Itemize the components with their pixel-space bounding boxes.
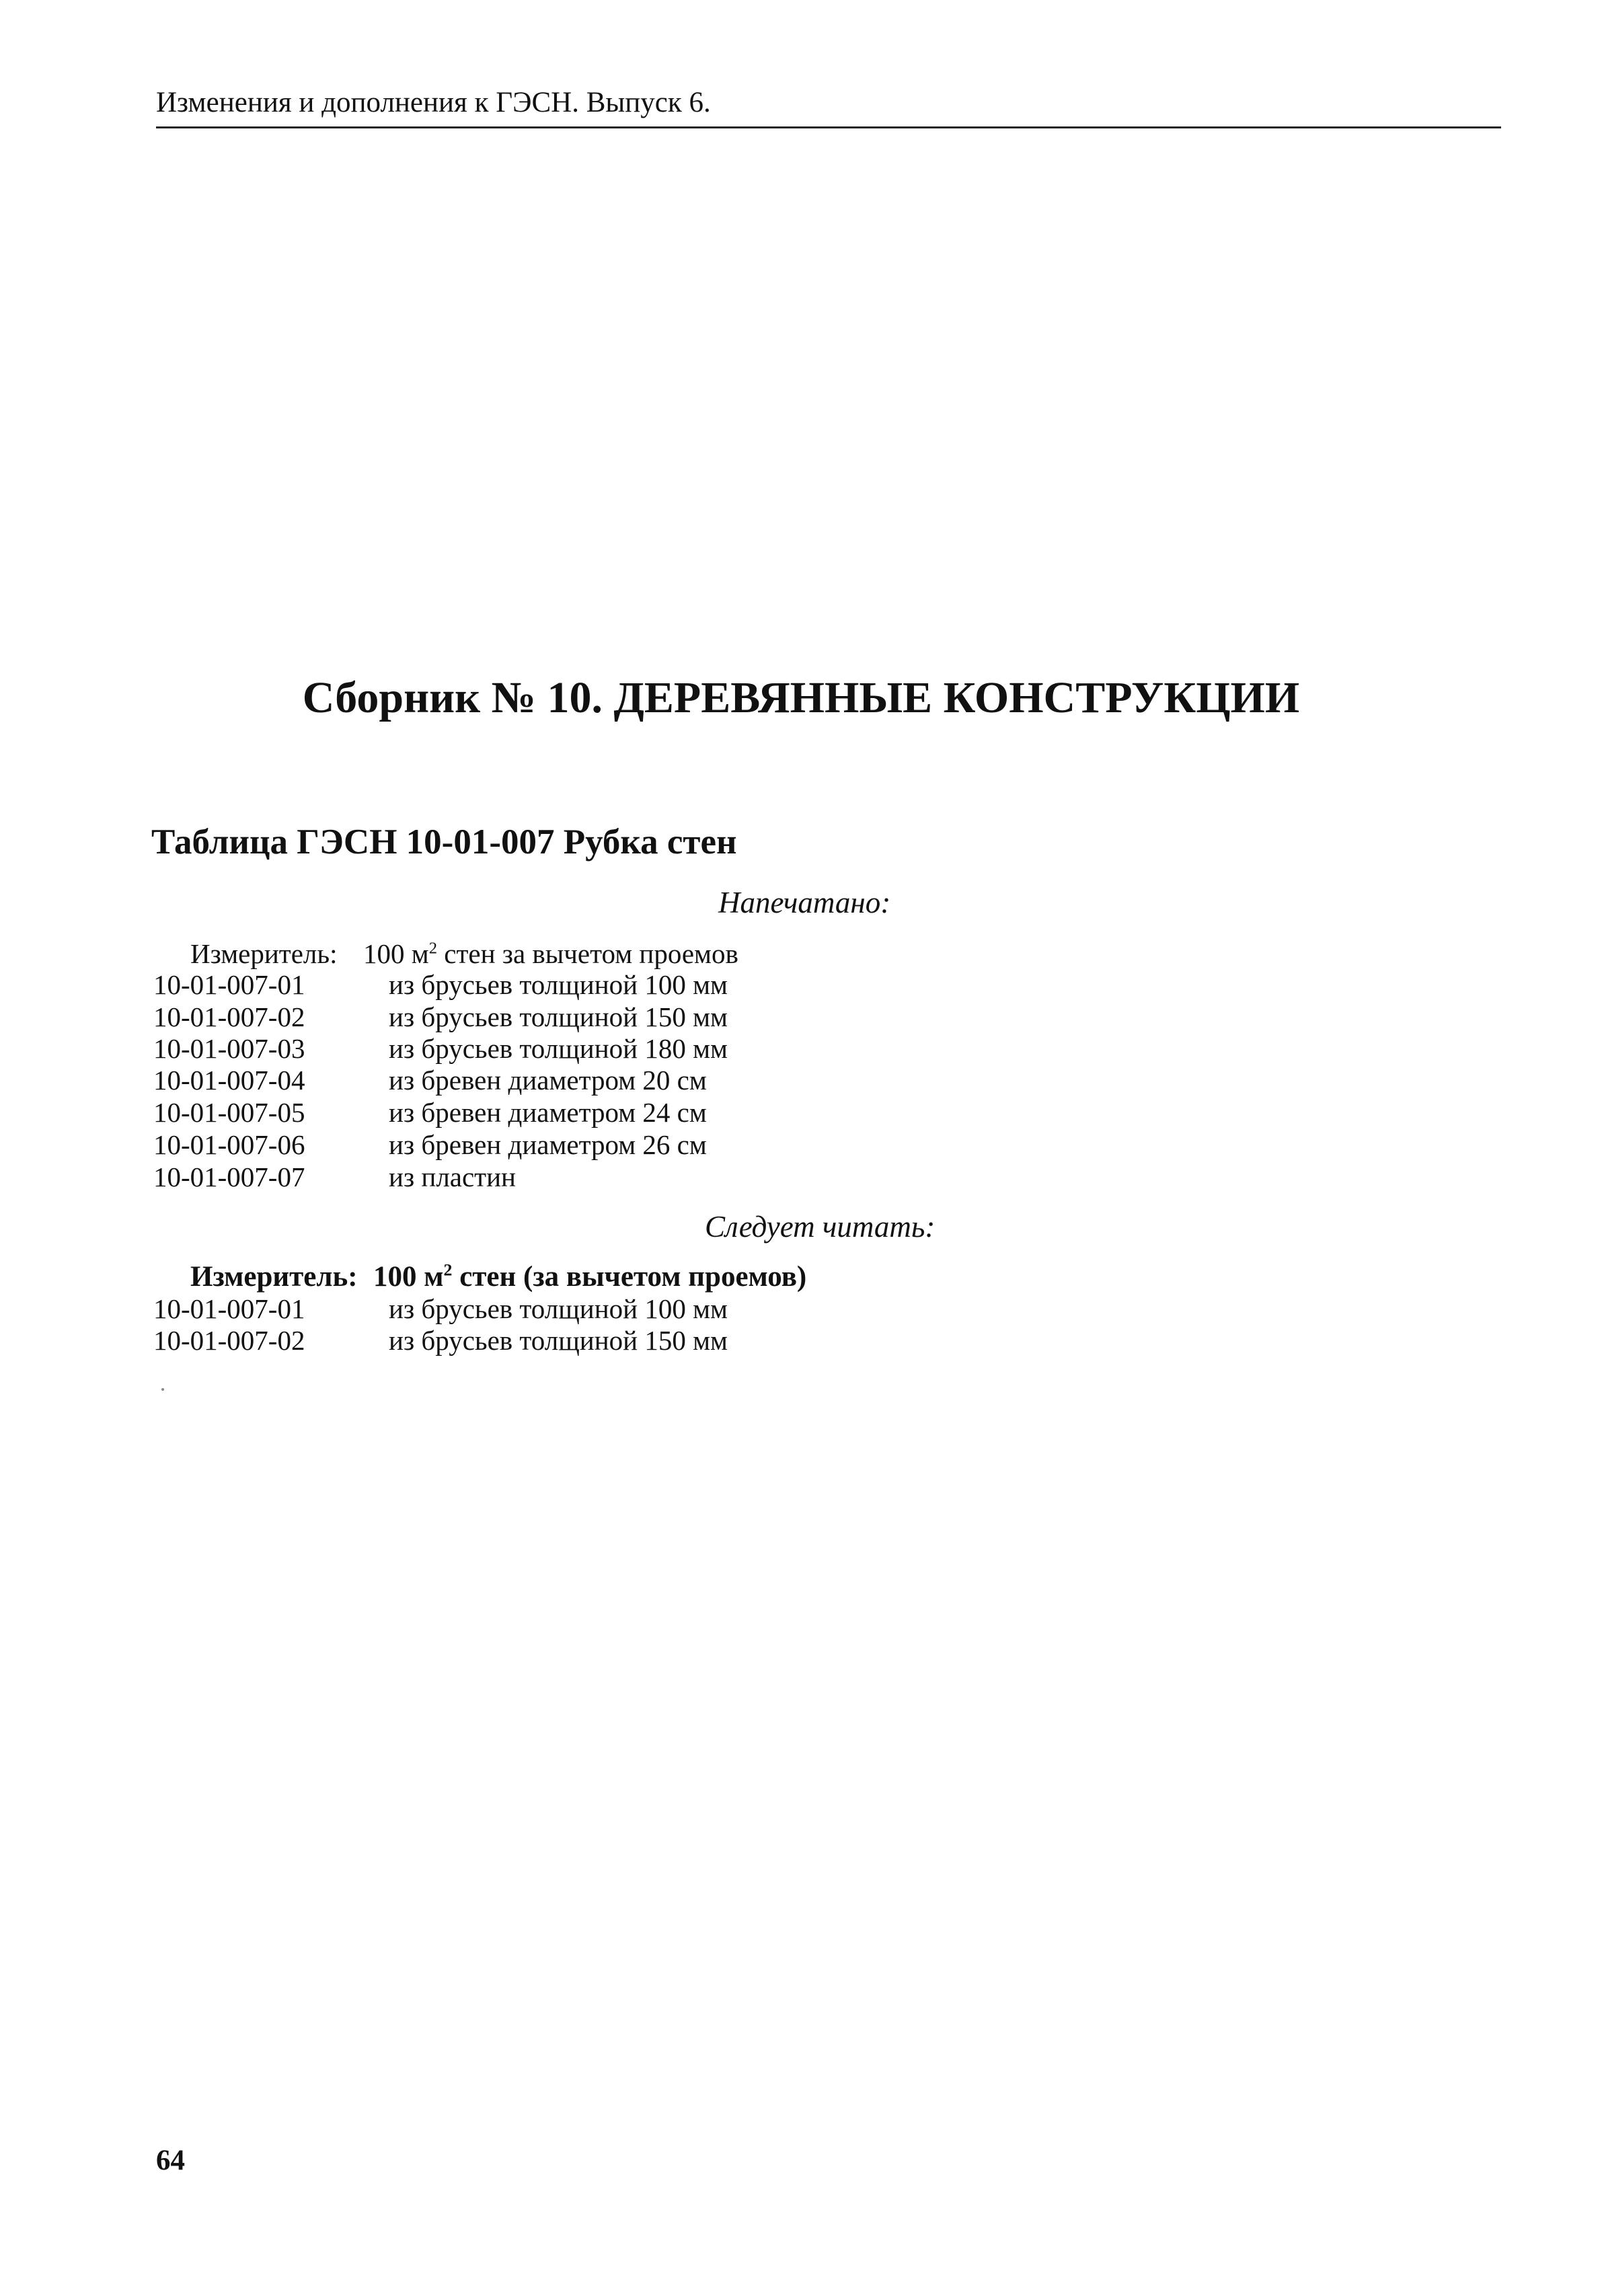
row-description: из брусьев толщиной 180 мм	[389, 1033, 728, 1064]
row-description: из бревен диаметром 26 см	[389, 1129, 707, 1160]
running-header: Изменения и дополнения к ГЭСН. Выпуск 6.	[156, 87, 711, 118]
row-description: из бревен диаметром 20 см	[389, 1065, 707, 1096]
row-description: из пластин	[389, 1161, 516, 1192]
row-code: 10-01-007-02	[153, 1325, 305, 1356]
row-code: 10-01-007-07	[153, 1161, 305, 1192]
row-description: из брусьев толщиной 150 мм	[389, 1001, 728, 1032]
read-as-measure-value: 100 $м^2$ стен (за вычетом проемов)	[373, 1260, 807, 1293]
row-code: 10-01-007-05	[153, 1097, 305, 1128]
page-number: 64	[156, 2145, 185, 2176]
header-divider	[156, 126, 1501, 128]
printed-measure-value: 100 $м^2$ стен за вычетом проемов	[363, 938, 738, 969]
printed-measure-label: Измеритель:	[190, 938, 338, 969]
row-description: из брусьев толщиной 100 мм	[389, 969, 728, 1000]
row-code: 10-01-007-03	[153, 1033, 305, 1064]
row-description: из брусьев толщиной 150 мм	[389, 1325, 728, 1356]
scan-speck	[161, 1388, 164, 1391]
row-code: 10-01-007-02	[153, 1001, 305, 1032]
read-as-measure-label: Измеритель:	[190, 1261, 358, 1293]
collection-title: Сборник № 10. ДЕРЕВЯННЫЕ КОНСТРУКЦИИ	[302, 673, 1300, 722]
row-code: 10-01-007-06	[153, 1129, 305, 1160]
printed-label: Напечатано:	[718, 886, 891, 919]
row-code: 10-01-007-04	[153, 1065, 305, 1096]
table-title: Таблица ГЭСН 10-01-007 Рубка стен	[151, 822, 737, 862]
row-description: из бревен диаметром 24 см	[389, 1097, 707, 1128]
read-as-label: Следует читать:	[705, 1210, 936, 1243]
row-description: из брусьев толщиной 100 мм	[389, 1293, 728, 1324]
row-code: 10-01-007-01	[153, 969, 305, 1000]
row-code: 10-01-007-01	[153, 1293, 305, 1324]
